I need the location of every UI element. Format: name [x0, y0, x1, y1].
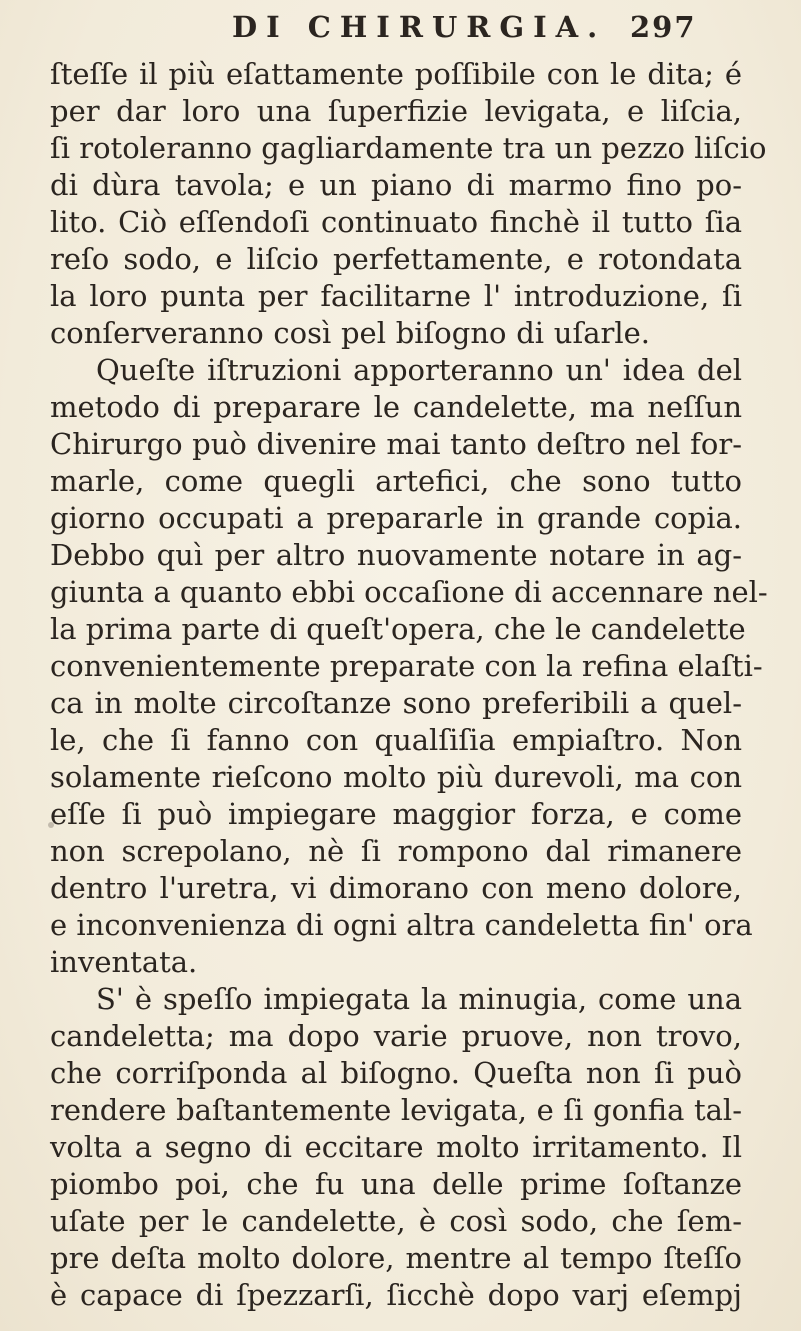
text-line: convenientemente preparate con la refina elaſti- — [50, 649, 763, 683]
text-line: giunta a quanto ebbi occaſione di accennare nel- — [50, 575, 768, 609]
text-line: che corriſponda al biſogno. Queſta non ſi può — [50, 1056, 742, 1090]
text-line: è capace di ſpezzarſi, ſicchè dopo varj eſempj — [50, 1278, 742, 1312]
text-line: ſteſſe il più eſattamente poſſibile con le dita; é — [50, 57, 742, 91]
paper-speck — [660, 1290, 664, 1294]
text-line: uſate per le candelette, è così sodo, che ſem- — [50, 1204, 742, 1238]
text-line: giorno occupati a prepararle in grande copia. — [50, 501, 742, 535]
text-line: la loro punta per facilitarne l' introduzione, ſi — [50, 279, 742, 313]
text-line: e inconvenienza di ogni altra candeletta fin' ora — [50, 908, 753, 942]
text-line: conſerveranno così pel biſogno di uſarle. — [50, 316, 650, 350]
text-line: metodo di preparare le candelette, ma neſſun — [50, 390, 742, 424]
text-line: inventata. — [50, 945, 198, 979]
text-line: solamente rieſcono molto più durevoli, ma con — [50, 760, 742, 794]
text-line: di dùra tavola; e un piano di marmo fino po- — [50, 168, 742, 202]
text-line: candeletta; ma dopo varie pruove, non trovo, — [50, 1019, 742, 1053]
text-line: eſſe ſi può impiegare maggior forza, e come — [50, 797, 742, 831]
text-line: rendere baſtantemente levigata, e ſi gonfia tal- — [50, 1093, 742, 1127]
text-line: Chirurgo può divenire mai tanto deſtro nel for- — [50, 427, 742, 461]
running-title: DI CHIRURGIA. — [232, 10, 607, 44]
text-line: marle, come quegli artefici, che sono tutto — [50, 464, 742, 498]
text-line: piombo poi, che fu una delle prime ſoſtanze — [50, 1167, 742, 1201]
text-line: non screpolano, nè ſi rompono dal rimanere — [50, 834, 742, 868]
page-number: 297 — [630, 10, 697, 44]
paper-speck — [48, 822, 54, 828]
text-line: Queſte iſtruzioni apporteranno un' idea del — [96, 353, 742, 387]
text-line: S' è speſſo impiegata la minugia, come una — [96, 982, 742, 1016]
text-line: lito. Ciò eſſendoſi continuato finchè il tutto ſia — [50, 205, 742, 239]
text-line: le, che ſi fanno con qualſiſia empiaſtro. Non — [50, 723, 742, 757]
text-line: ſi rotoleranno gagliardamente tra un pezzo liſcio — [50, 131, 767, 165]
page-header — [0, 8, 801, 54]
text-line: volta a segno di eccitare molto irritamento. Il — [50, 1130, 742, 1164]
text-line: pre deſta molto dolore, mentre al tempo ſteſſo — [50, 1241, 742, 1275]
text-line: dentro l'uretra, vi dimorano con meno dolore, — [50, 871, 742, 905]
text-line: Debbo quì per altro nuovamente notare in ag- — [50, 538, 742, 572]
text-line: la prima parte di queſt'opera, che le candelette — [50, 612, 746, 646]
text-line: per dar loro una ſuperfizie levigata, e liſcia, — [50, 94, 742, 128]
text-line: reſo sodo, e liſcio perfettamente, e rotondata — [50, 242, 742, 276]
text-line: ca in molte circoſtanze sono preferibili a quel- — [50, 686, 742, 720]
